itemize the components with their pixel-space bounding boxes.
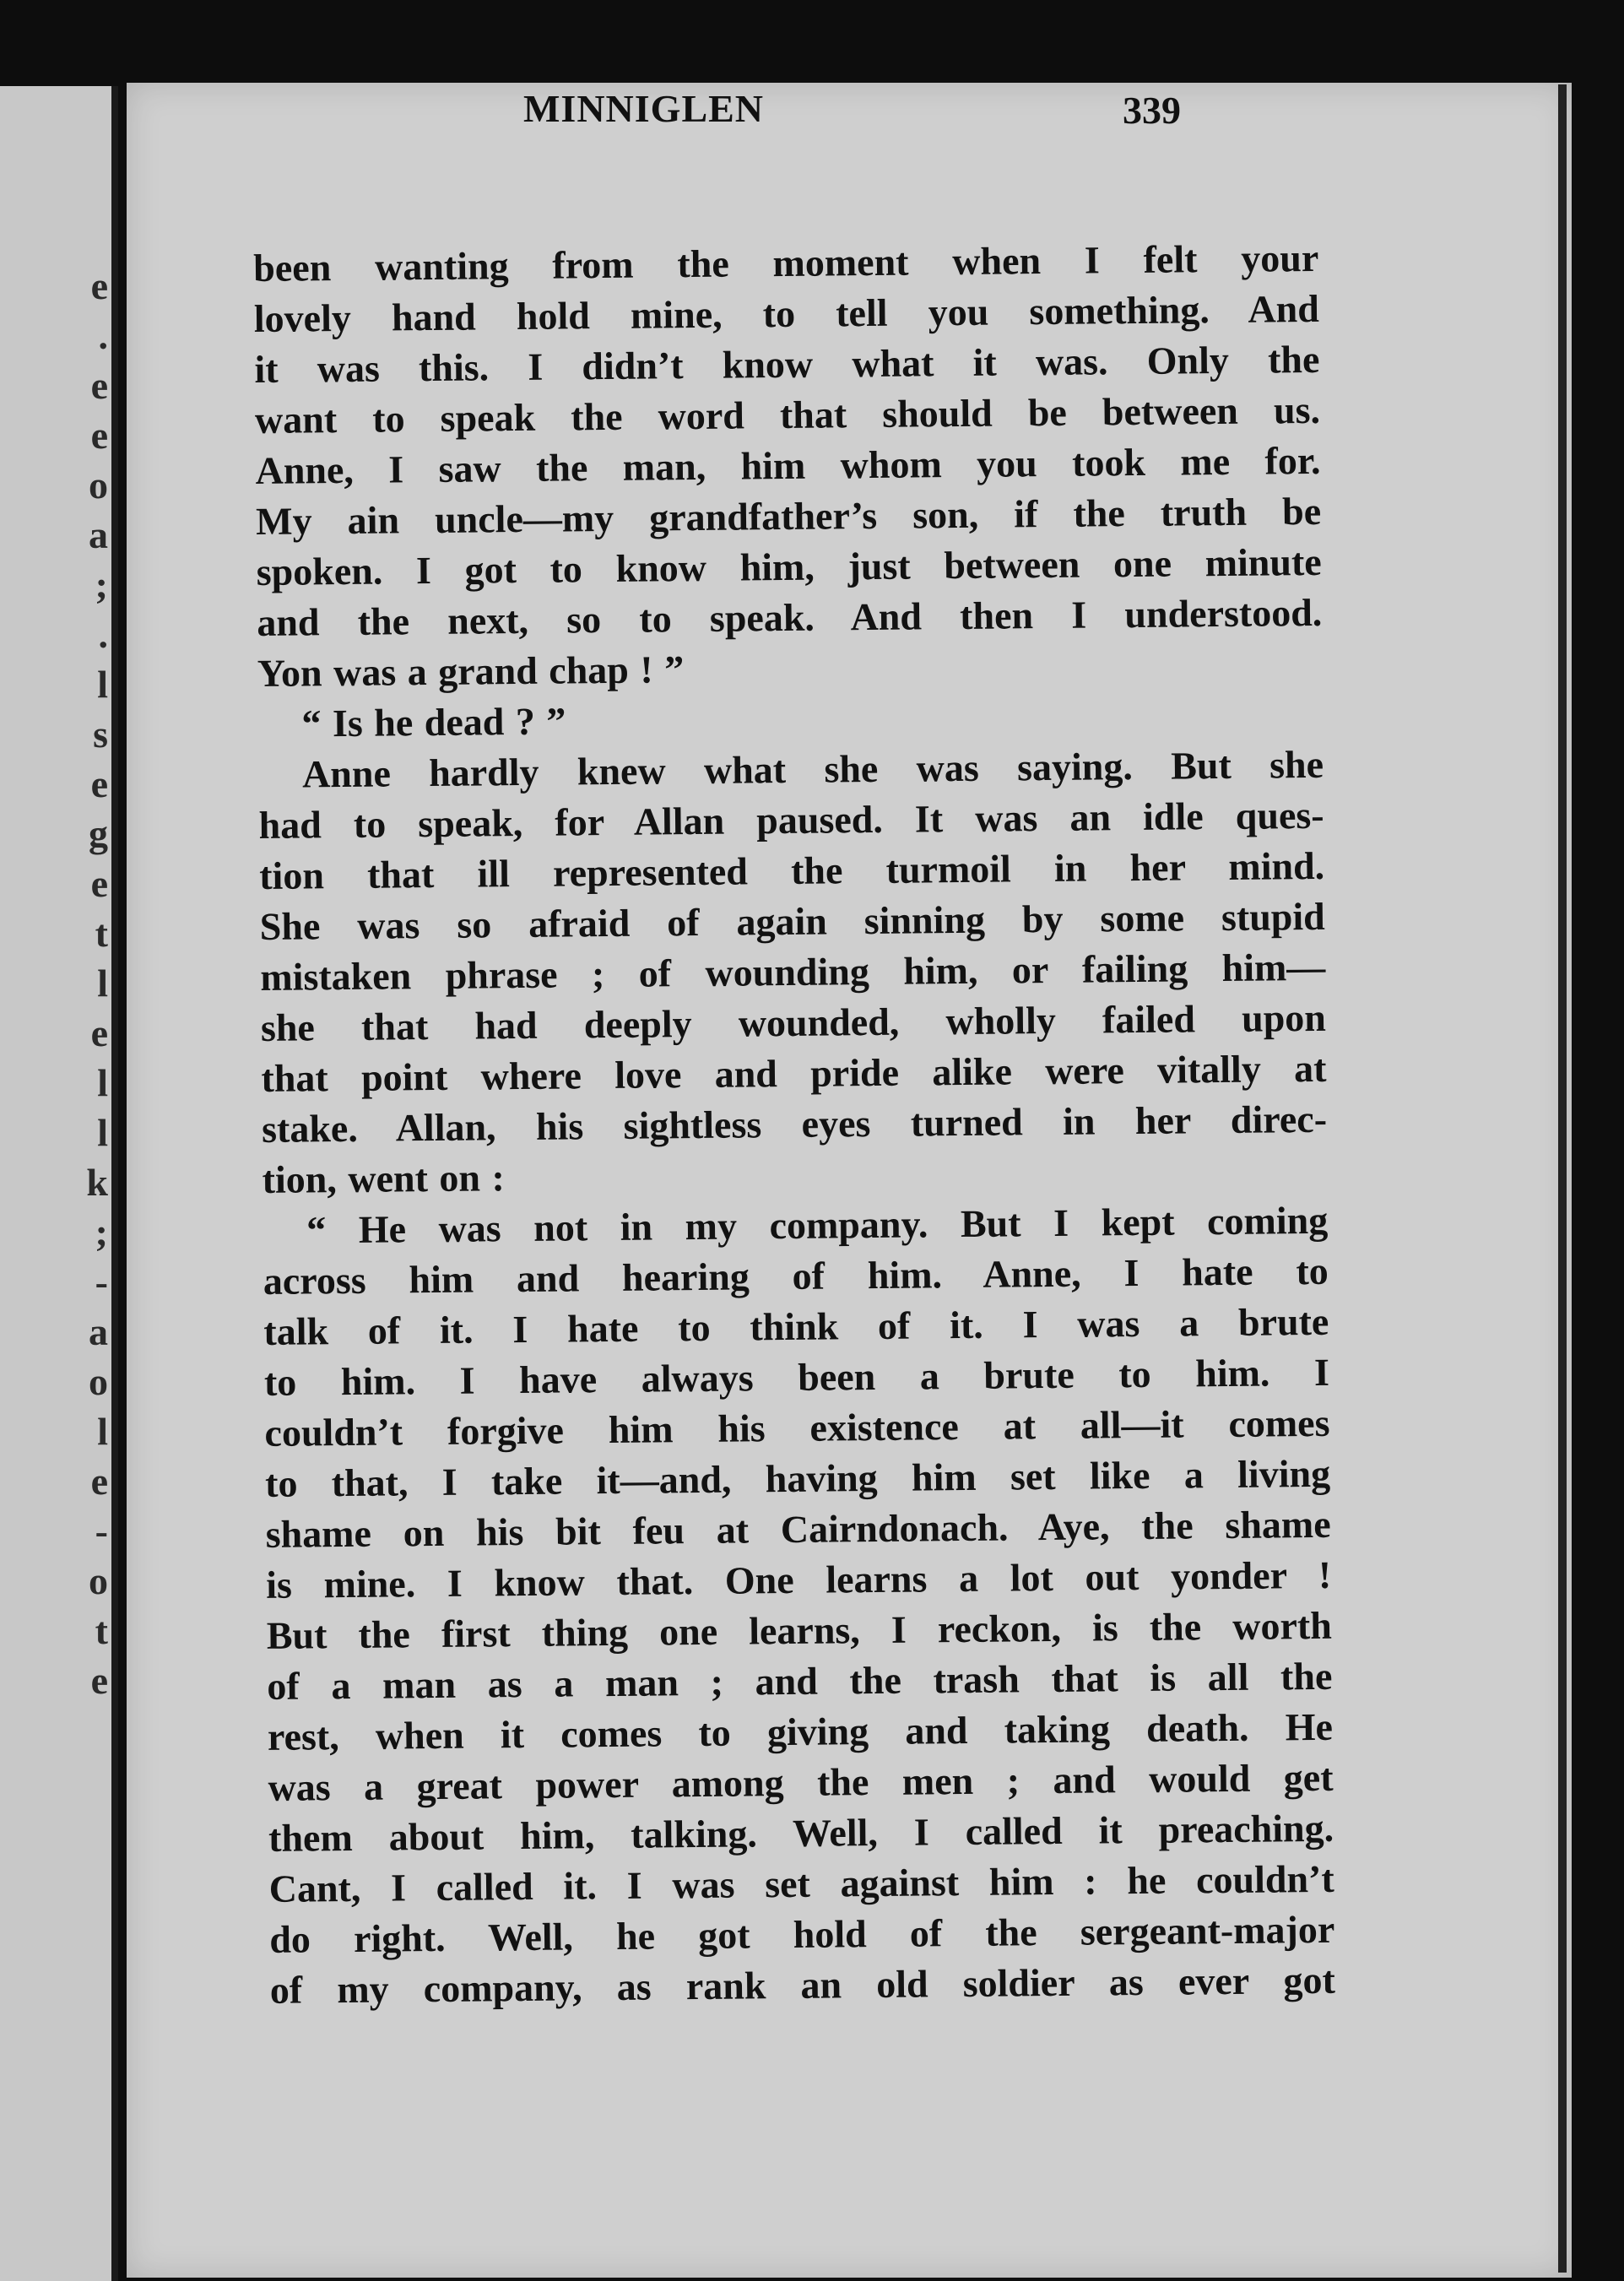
text-line: “ He was not in my company. But I kept coming xyxy=(306,1198,1329,1252)
prev-page-char: e xyxy=(90,414,108,457)
prev-page-char: ; xyxy=(95,563,108,606)
prev-page-char: l xyxy=(97,1061,108,1104)
text-line: spoken. I got to know him, just between one minute xyxy=(256,539,1322,593)
text-line: them about him, talking. Well, I called it preaching. xyxy=(268,1806,1334,1860)
text-line: Yon was a grand chap ! ” xyxy=(257,647,685,695)
text-line: tion that ill represented the turmoil in her mind. xyxy=(258,843,1325,897)
prev-page-char: a xyxy=(89,513,108,556)
text-line: Anne hardly knew what she was saying. But she xyxy=(301,742,1324,796)
text-line: she that had deeply wounded, wholly failed upon xyxy=(260,995,1327,1049)
prev-page-char: g xyxy=(89,812,108,855)
prev-page-char: k xyxy=(86,1161,108,1204)
text-line: rest, when it comes to giving and taking death. He xyxy=(267,1704,1334,1758)
prev-page-char: o xyxy=(89,1559,108,1602)
prev-page-char: . xyxy=(98,314,108,357)
text-line: was a great power among the men ; and would get xyxy=(268,1755,1334,1809)
prev-page-char: l xyxy=(97,1410,108,1453)
page-number: 339 xyxy=(1123,89,1181,132)
text-line: But the first thing one learns, I reckon, is the worth xyxy=(266,1603,1333,1657)
prev-page-char: t xyxy=(95,1609,108,1652)
prev-page-char: - xyxy=(95,1260,108,1303)
body-text xyxy=(253,233,1335,2016)
page-edge-shadow xyxy=(1558,84,1567,2273)
text-line: My ain uncle—my grandfather’s son, if the truth be xyxy=(255,489,1322,543)
text-line: to that, I take it—and, having him set like a living xyxy=(264,1451,1331,1505)
prev-page-char: e xyxy=(90,1460,108,1503)
text-line: talk of it. I hate to think of it. I was a brute xyxy=(263,1299,1329,1353)
text-line: stake. Allan, his sightless eyes turned in her direc- xyxy=(261,1097,1328,1151)
prev-page-char: e xyxy=(90,1659,108,1702)
prev-page-char: t xyxy=(95,912,108,955)
prev-page-char: e xyxy=(90,862,108,905)
prev-page-char: l xyxy=(97,663,108,706)
text-line: is mine. I know that. One learns a lot out yonder ! xyxy=(266,1552,1332,1606)
text-line: want to speak the word that should be between us. xyxy=(254,387,1321,442)
prev-page-char: o xyxy=(89,1360,108,1403)
prev-page-char: e xyxy=(90,264,108,307)
text-line: shame on his bit feu at Cairndonach. Aye, the shame xyxy=(265,1502,1331,1556)
prev-page-char: ; xyxy=(95,1211,108,1254)
running-head-title: MINNIGLEN xyxy=(523,87,765,130)
prev-page-char: e xyxy=(90,364,108,407)
prev-page-char: o xyxy=(89,463,108,507)
text-line: of a man as a man ; and the trash that is all the xyxy=(267,1654,1333,1708)
text-line: been wanting from the moment when I felt your xyxy=(253,236,1319,290)
text-line: across him and hearing of him. Anne, I hate to xyxy=(263,1249,1329,1303)
prev-page-char: - xyxy=(95,1509,108,1552)
text-line: that point where love and pride alike were vitally at xyxy=(261,1046,1327,1100)
prev-page-char: l xyxy=(97,1111,108,1154)
text-line: mistaken phrase ; of wounding him, or failing him— xyxy=(260,945,1326,999)
text-line: tion, went on : xyxy=(262,1156,506,1201)
text-line: couldn’t forgive him his existence at all—it comes xyxy=(264,1401,1330,1455)
text-line: it was this. I didn’t know what it was. Only the xyxy=(254,337,1320,391)
text-line: “ Is he dead ? ” xyxy=(301,699,566,745)
text-line: She was so afraid of again sinning by some stupid xyxy=(259,894,1325,948)
prev-page-char: e xyxy=(90,1011,108,1054)
text-line: Anne, I saw the man, him whom you took me for. xyxy=(255,438,1321,492)
prev-page-char: l xyxy=(97,962,108,1005)
text-line: lovely hand hold mine, to tell you something. And xyxy=(253,286,1320,340)
prev-page-char: s xyxy=(93,712,108,756)
text-line: to him. I have always been a brute to him. I xyxy=(263,1350,1330,1404)
previous-page-edge xyxy=(0,86,118,2281)
text-line: had to speak, for Allan paused. It was an idle ques- xyxy=(258,793,1324,847)
text-line: of my company, as rank an old soldier as ever got xyxy=(269,1958,1336,2012)
prev-page-char: a xyxy=(89,1310,108,1353)
text-line: do right. Well, he got hold of the sergeant-major xyxy=(269,1907,1335,1961)
prev-page-char: . xyxy=(98,613,108,656)
prev-page-char: e xyxy=(90,762,108,805)
text-line: Cant, I called it. I was set against him : he couldn’t xyxy=(268,1856,1334,1910)
text-line: and the next, so to speak. And then I understood. xyxy=(257,590,1323,644)
